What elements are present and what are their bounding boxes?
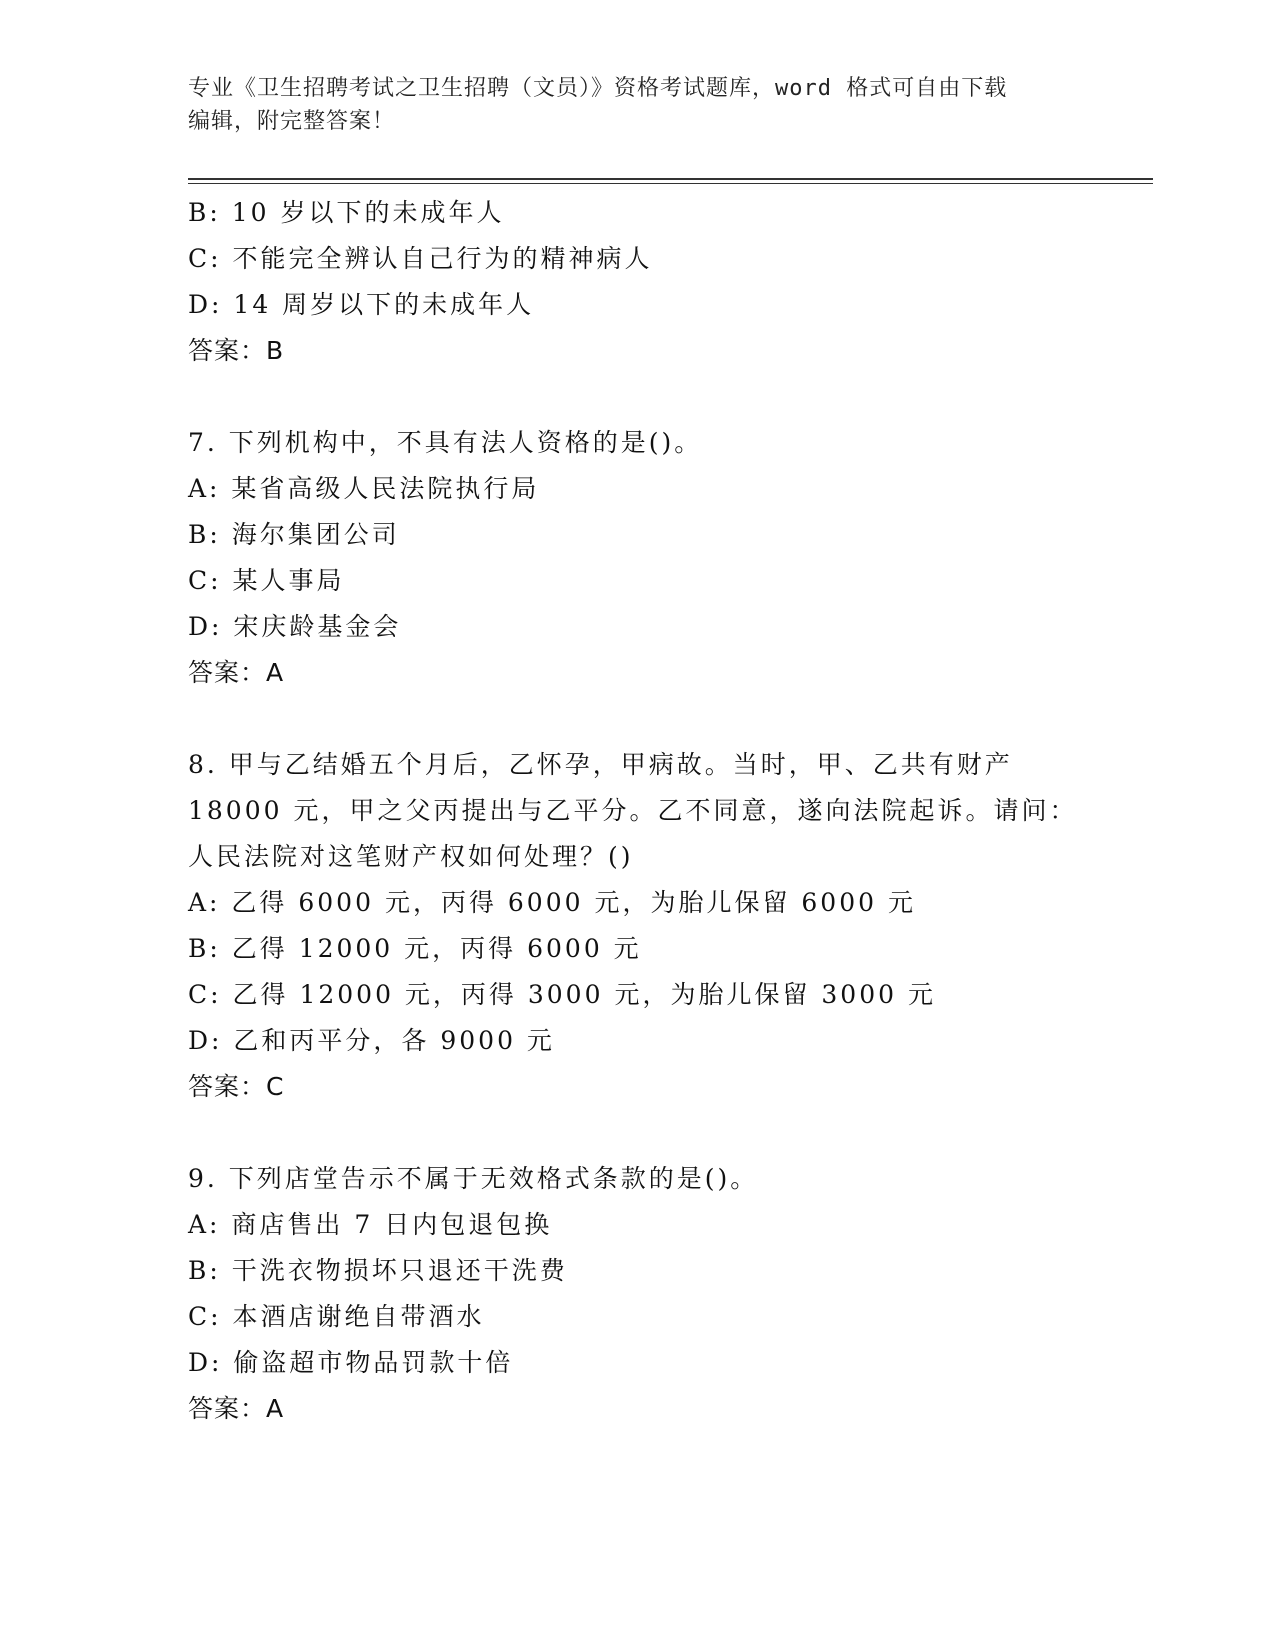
q6-answer: 答案：B: [188, 336, 285, 365]
header-divider-thick: [188, 178, 1153, 180]
q6-option-c: C: 不能完全辨认自己行为的精神病人: [188, 244, 653, 273]
q9-option-c: C: 本酒店谢绝自带酒水: [188, 1302, 485, 1331]
question-9-block: [188, 1156, 1088, 1432]
q8-option-a: A: 乙得 6000 元，丙得 6000 元，为胎儿保留 6000 元: [188, 888, 916, 917]
q8-option-d: D: 乙和丙平分，各 9000 元: [188, 1026, 555, 1055]
q9-question: 9. 下列店堂告示不属于无效格式条款的是()。: [188, 1164, 759, 1193]
q9-option-a: A: 商店售出 7 日内包退包换: [188, 1210, 553, 1239]
q9-option-d: D: 偷盗超市物品罚款十倍: [188, 1348, 514, 1377]
spacer: [188, 1110, 1088, 1156]
q7-question: 7. 下列机构中，不具有法人资格的是()。: [188, 428, 703, 457]
spacer: [188, 374, 1088, 420]
q8-question-line-2: 18000 元，甲之父丙提出与乙平分。乙不同意，遂向法院起诉。请问：: [188, 796, 1078, 825]
question-7-block: [188, 420, 1088, 696]
q8-answer: 答案：C: [188, 1072, 285, 1101]
header-line-2: 编辑，附完整答案！: [188, 109, 396, 134]
spacer: [188, 696, 1088, 742]
q7-option-d: D: 宋庆龄基金会: [188, 612, 402, 641]
q8-question-line-1: 8. 甲与乙结婚五个月后，乙怀孕，甲病故。当时，甲、乙共有财产: [188, 750, 1013, 779]
header-line-1: 专业《卫生招聘考试之卫生招聘（文员）》资格考试题库，word 格式可自由下载: [188, 76, 1008, 101]
question-list: [188, 190, 1088, 1432]
document-header: [188, 72, 1088, 138]
q8-option-c: C: 乙得 12000 元，丙得 3000 元，为胎儿保留 3000 元: [188, 980, 936, 1009]
q9-option-b: B: 干洗衣物损坏只退还干洗费: [188, 1256, 568, 1285]
q7-answer: 答案：A: [188, 658, 285, 687]
header-divider-thin: [188, 183, 1153, 184]
q6-option-d: D: 14 周岁以下的未成年人: [188, 290, 535, 319]
q8-option-b: B: 乙得 12000 元，丙得 6000 元: [188, 934, 642, 963]
q7-option-c: C: 某人事局: [188, 566, 345, 595]
q8-question-line-3: 人民法院对这笔财产权如何处理？(): [188, 842, 634, 871]
q7-option-a: A: 某省高级人民法院执行局: [188, 474, 540, 503]
q7-option-b: B: 海尔集团公司: [188, 520, 400, 549]
question-8-block: [188, 742, 1088, 1110]
question-6-block: [188, 190, 1088, 374]
q6-option-b: B: 10 岁以下的未成年人: [188, 198, 505, 227]
q9-answer: 答案：A: [188, 1394, 285, 1423]
